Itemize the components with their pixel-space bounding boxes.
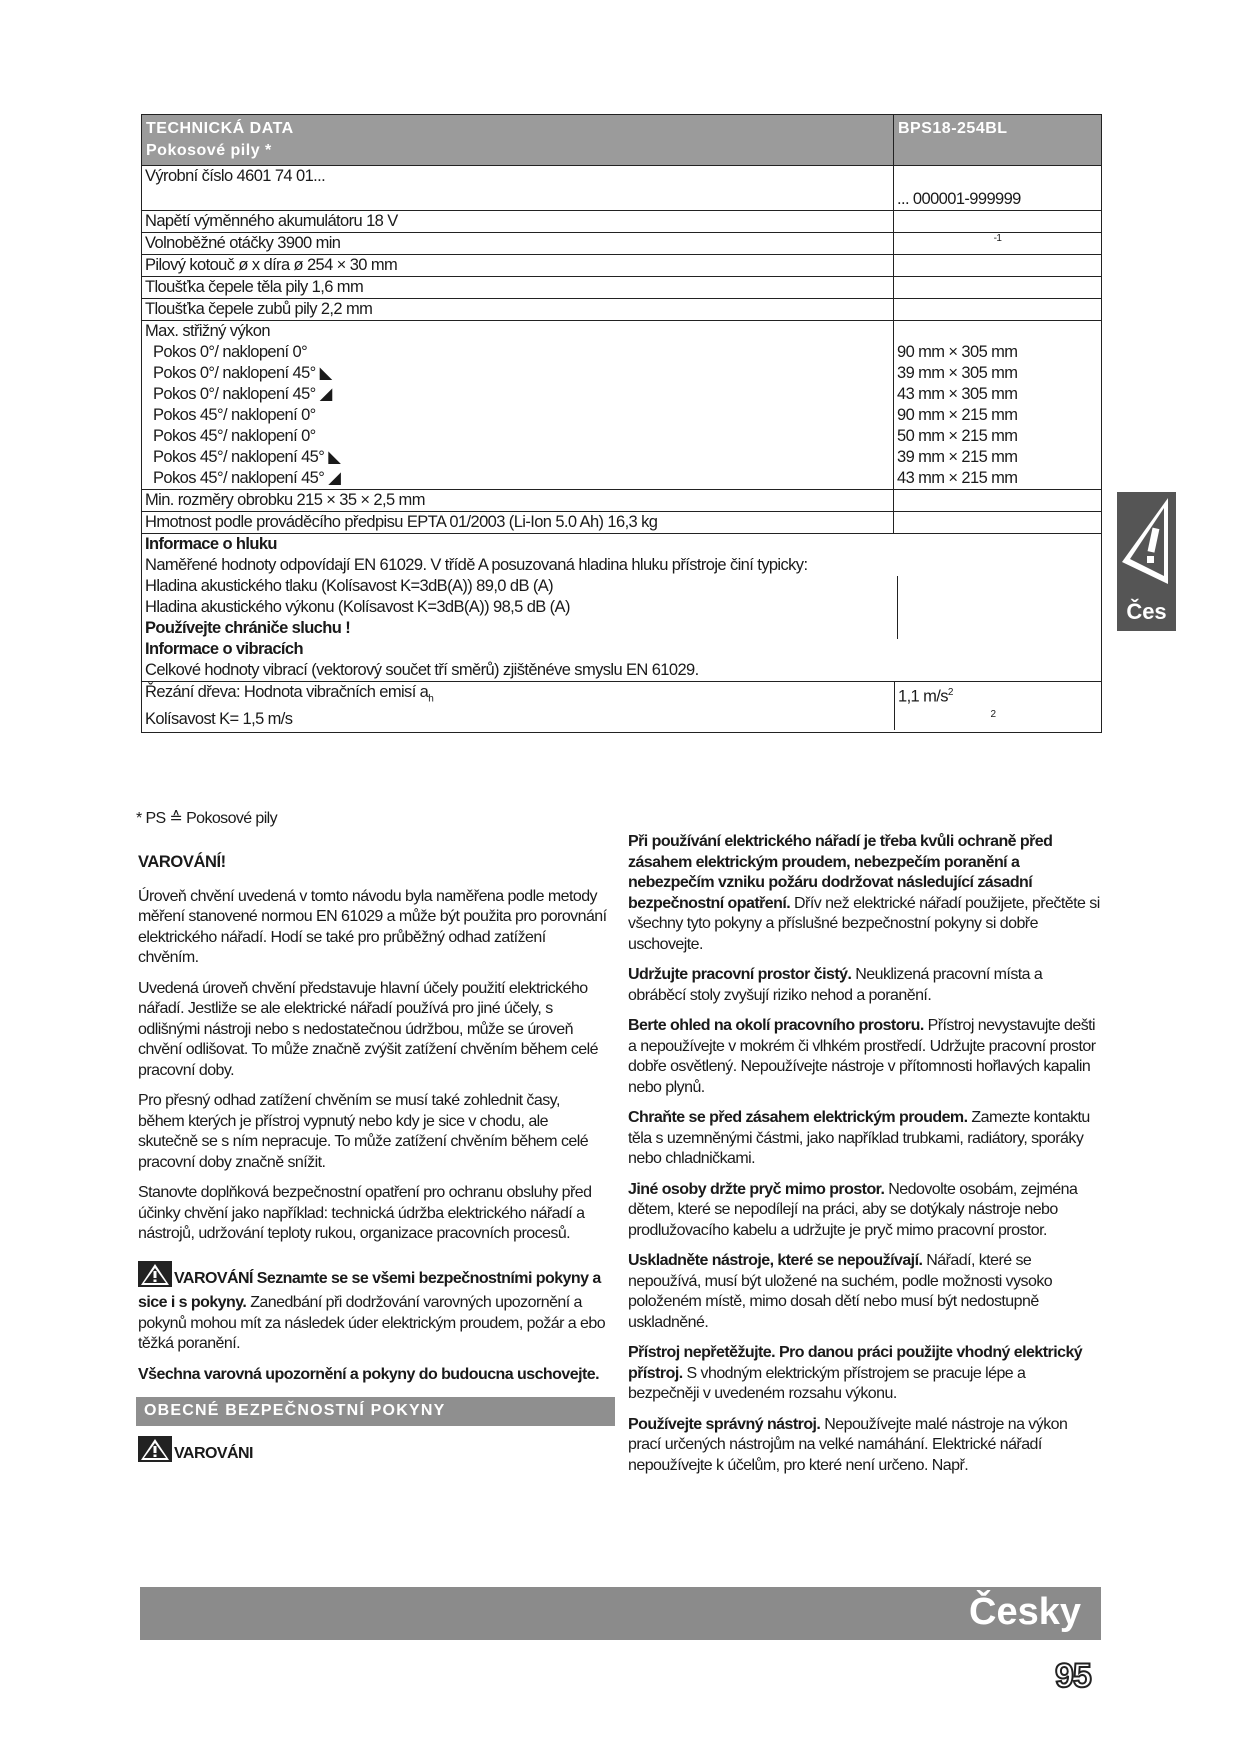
right-column xyxy=(628,832,1100,1486)
noise-warning: Používejte chrániče sluchu ! xyxy=(145,619,351,637)
vibration-desc: Celkové hodnoty vibrací (vektorový součet tří směrů) zjištěnéve smyslu EN 61029. xyxy=(145,661,699,679)
vibration-title: Informace o vibracích xyxy=(145,640,303,658)
weight: Hmotnost podle prováděcího předpisu EPTA 01/2003 (Li-Ion 5.0 Ah) 16,3 kg xyxy=(142,512,894,534)
table-row: Tloušťka čepele těla pily 1,6 mm xyxy=(142,277,1102,299)
min-size: Min. rozměry obrobku 215 × 35 × 2,5 mm xyxy=(142,490,894,512)
warning-label: VAROVÁNI xyxy=(138,1436,608,1469)
page-number: 95 xyxy=(1055,1657,1091,1695)
noise-pressure: Hladina akustického tlaku (Kolísavost K=3dB(A)) 89,0 dB (A) xyxy=(145,577,554,595)
paragraph: Při používání elektrického nářadí je třeba kvůli ochraně před zásahem elektrickým proudem, nebezpečím poranění a nebezpečím vzniku požáru dodržovat následující zásadní bezpečnostní opatření. Dřív než elektrické nářadí použijete, přečtěte si všechny tyto pokyny a příslušné bezpečnostní pokyny si dobře uschovejte. xyxy=(628,833,1100,953)
paragraph: Úroveň chvění uvedená v tomto návodu byla naměřena podle metody měření stanovené normou EN 61029 a může být použita pro porovnání elektrického nářadí. Hodí se také pro průběžný odhad zatížení chvěním. xyxy=(138,887,607,966)
bevel-left-icon: ◣ xyxy=(319,364,332,382)
table-header xyxy=(142,115,894,166)
noise-desc: Naměřené hodnoty odpovídají EN 61029. V třídě A posuzovaná hladina hluku přístroje činí typicky: xyxy=(145,556,808,574)
vibration-k: Kolísavost K= 1,5 m/s xyxy=(145,710,293,729)
footnote: * PS ≙ Pokosové pily xyxy=(136,810,278,827)
paragraph: Používejte správný nástroj. Nepoužívejte malé nástroje na výkon prací určených nástrojům na velké namáhání. Elektrické nářadí nepoužívejte k účelům, pro které není určeno. Např. xyxy=(628,1415,1068,1474)
paragraph: Přístroj nepřetěžujte. Pro danou práci použijte vhodný elektrický přístroj. S vhodným elektrickým přístrojem se pracuje lépe a bezpečněji v uvedeném rozsahu výkonu. xyxy=(628,1344,1083,1402)
table-row: Pilový kotouč ø x díra ø 254 × 30 mm xyxy=(142,255,1102,277)
cut-value: 43 mm × 215 mm xyxy=(897,469,1018,487)
model-name: BPS18-254BL xyxy=(894,115,1102,166)
paragraph: Stanovte doplňková bezpečnostní opatření pro ochranu obsluhy před účinky chvění jako například: technická údržba elektrického nářadí a nástrojů, udržování teploty rukou, organizace pracovních procesů. xyxy=(138,1184,592,1242)
warning-triangle-icon xyxy=(138,1436,172,1469)
tech-data-table xyxy=(141,114,1102,733)
cut-value: 50 mm × 215 mm xyxy=(897,427,1018,445)
bevel-right-icon: ◢ xyxy=(328,469,341,487)
warning-triangle-icon xyxy=(138,1261,172,1294)
cut-value: 90 mm × 305 mm xyxy=(897,343,1018,361)
rpm-unit-exponent: -1 xyxy=(993,233,1002,244)
table-title: TECHNICKÁ DATA xyxy=(146,120,294,137)
noise-vibration-row xyxy=(142,534,1102,733)
paragraph: Uvedená úroveň chvění představuje hlavní účely použití elektrického nářadí. Jestliže se ale elektrické nářadí používá pro jiné účely, s odlišnými nástroji nebo s nedostatečnou údržbou, může se úroveň chvění odlišovat. To může značně zvýšit zatížení chvěním během celé pracovní doby. xyxy=(138,979,598,1079)
cut-value: 43 mm × 305 mm xyxy=(897,385,1018,403)
footer-bar xyxy=(140,1587,1101,1640)
warning-icon xyxy=(1120,496,1173,586)
cut-label: Pokos 0°/ naklopení 45° ◣ xyxy=(153,364,332,382)
table-subtitle: Pokosové pily * xyxy=(146,142,272,159)
paragraph: Berte ohled na okolí pracovního prostoru. Přístroj nevystavujte dešti a nepoužívejte v mokrém či vlhkém prostředí. Udržujte pracovní prostor dobře osvětlený. Nepoužívejte nástroje v přítomnosti hořlavých kapalin nebo plynů. xyxy=(628,1017,1096,1096)
cut-value: 90 mm × 215 mm xyxy=(897,406,1018,424)
paragraph: Jiné osoby držte pryč mimo prostor. Nedovolte osobám, zejména dětem, které se nepodílejí na práci, aby se dotýkaly nástroje nebo prodlužovacího kabelu a udržujte je pryč mimo pracovní prostor. xyxy=(628,1180,1078,1239)
side-tab-label: Čes xyxy=(1126,599,1167,624)
noise-power: Hladina akustického výkonu (Kolísavost K=3dB(A)) 98,5 dB (A) xyxy=(145,598,570,616)
paragraph: Pro přesný odhad zatížení chvěním se musí také zohlednit časy, během kterých je přístroj vypnutý nebo kdy je sice v chodu, ale skutečně se s ním nepracuje. To může zatížení chvěním během celé pracovní doby značně snížit. xyxy=(138,1092,589,1171)
noise-title: Informace o hluku xyxy=(145,535,277,553)
cut-label: Pokos 45°/ naklopení 45° ◢ xyxy=(153,469,341,487)
bevel-right-icon: ◢ xyxy=(319,385,332,403)
cut-title: Max. střižný výkon xyxy=(145,322,270,340)
warning-paragraph: VAROVÁNÍ Seznamte se se všemi bezpečnostními pokyny a sice i s pokyny. Zanedbání při dodržování varovných upozornění a pokynů mohou mít za následek úder elektrickým proudem, požár a ebo těžká poranění. xyxy=(138,1261,608,1355)
paragraph: Uskladněte nástroje, které se nepoužívají. Nářadí, které se nepoužívá, musí být uložené na suchém, podle možnosti vysoko položeném místě, mimo dosah dětí nebo musí být nedostupně uskladněné. xyxy=(628,1252,1053,1331)
cut-value: 39 mm × 305 mm xyxy=(897,364,1018,382)
language-side-tab xyxy=(1117,492,1176,631)
table-row: Výrobní číslo 4601 74 01... ... 000001-999999 xyxy=(142,166,1102,211)
table-row xyxy=(142,512,1102,534)
vibration-wood: Řezání dřeva: Hodnota vibračních emisí a xyxy=(145,683,429,701)
footer-language: Česky xyxy=(969,1591,1081,1633)
keep-instructions: Všechna varovná upozornění a pokyny do budoucna uschovejte. xyxy=(138,1365,599,1383)
cut-label: Pokos 45°/ naklopení 0° xyxy=(153,406,316,424)
left-column xyxy=(138,852,608,1468)
cut-label: Pokos 45°/ naklopení 0° xyxy=(153,427,316,445)
table-row: Tloušťka čepele zubů pily 2,2 mm xyxy=(142,299,1102,321)
paragraph: Chraňte se před zásahem elektrickým proudem. Zamezte kontaktu těla s uzemněnými částmi, jako například trubkami, radiátory, sporáky nebo chladničkami. xyxy=(628,1109,1090,1167)
warning-title: VAROVÁNÍ! xyxy=(138,853,226,871)
section-heading: OBECNÉ BEZPEČNOSTNÍ POKYNY xyxy=(136,1397,615,1426)
vibration-subscript: h xyxy=(428,693,434,705)
vibration-k-exponent: 2 xyxy=(990,709,996,721)
vibration-value-exponent: 2 xyxy=(947,687,953,698)
cut-label: Pokos 45°/ naklopení 45° ◣ xyxy=(153,448,341,466)
cut-value: 39 mm × 215 mm xyxy=(897,448,1018,466)
table-row xyxy=(142,490,1102,512)
cut-capacity-row xyxy=(142,321,1102,490)
cut-label: Pokos 0°/ naklopení 45° ◢ xyxy=(153,385,332,403)
cut-label: Pokos 0°/ naklopení 0° xyxy=(153,343,308,361)
table-row: Napětí výměnného akumulátoru 18 V xyxy=(142,211,1102,233)
vibration-wood-value: 1,1 m/s xyxy=(898,687,948,706)
bevel-left-icon: ◣ xyxy=(328,448,341,466)
table-row: Volnoběžné otáčky 3900 min -1 xyxy=(142,233,1102,255)
paragraph: Udržujte pracovní prostor čistý. Neuklizená pracovní místa a obráběcí stoly zvyšují riziko nehod a poranění. xyxy=(628,966,1043,1004)
